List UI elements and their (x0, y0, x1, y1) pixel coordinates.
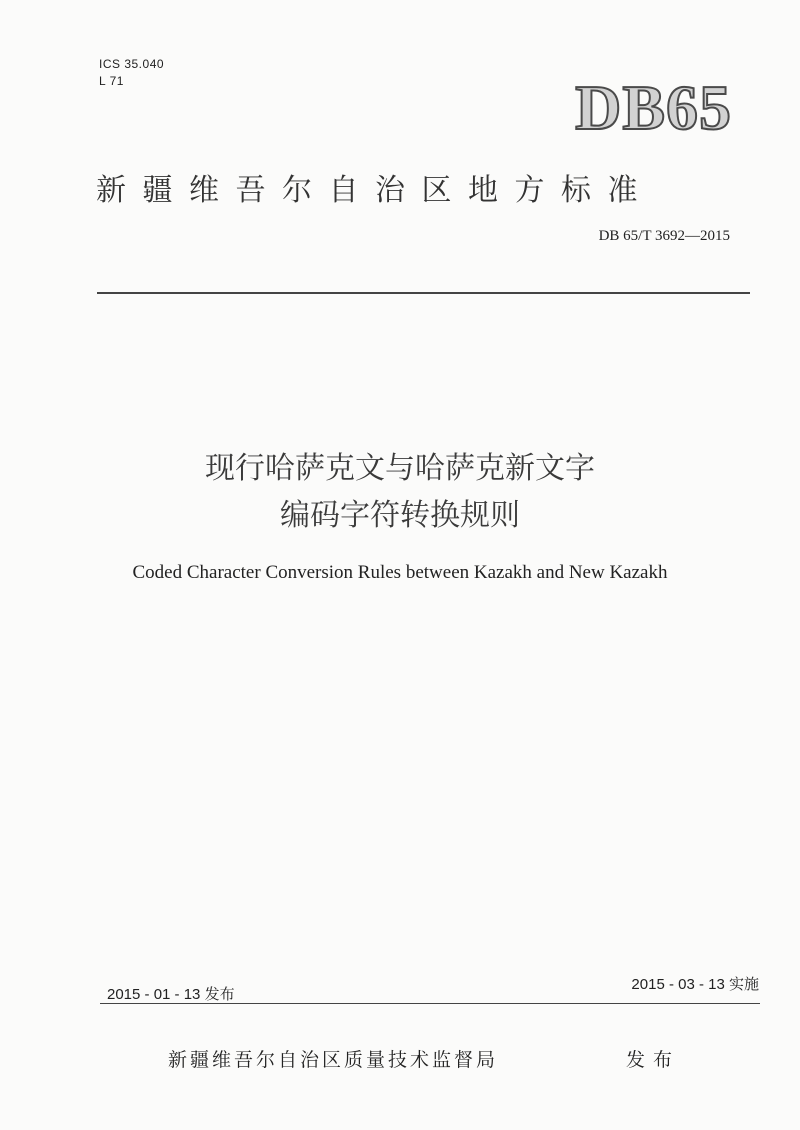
db65-logo: DB65 (575, 72, 732, 143)
ccs-code: L 71 (99, 74, 124, 88)
bottom-divider (100, 1003, 760, 1004)
classification-codes (99, 56, 164, 90)
implementation-date: 2015 - 03 - 13 实施 (631, 976, 759, 993)
standard-category: 新疆维吾尔自治区地方标准 (96, 173, 654, 208)
issuing-authority: 新疆维吾尔自治区质量技术监督局 (168, 1049, 499, 1071)
title-cn-line2: 编码字符转换规则 (280, 498, 520, 533)
issue-label: 发布 (626, 1049, 681, 1071)
issue-date: 2015 - 01 - 13 发布 (107, 986, 235, 1003)
standard-number: DB 65/T 3692—2015 (598, 228, 730, 244)
title-cn-line1: 现行哈萨克文与哈萨克新文字 (205, 451, 595, 486)
ics-code: ICS 35.040 (99, 57, 165, 71)
top-divider (97, 292, 750, 294)
title-en: Coded Character Conversion Rules between Kazakh and New Kazakh (132, 562, 668, 583)
